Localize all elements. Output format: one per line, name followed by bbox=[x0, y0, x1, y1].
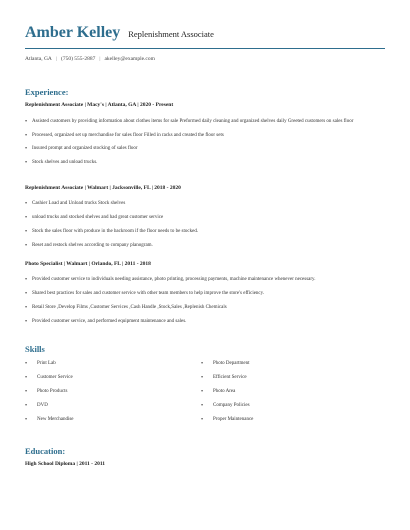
candidate-title: Replenishment Associate bbox=[128, 29, 214, 39]
job-bullet: • Provided customer service, and performed equipment maintenance and sales. bbox=[25, 319, 380, 326]
skill-item: • Print Lab bbox=[25, 361, 195, 375]
job-bullet: • Stock shelves and unload trucks. bbox=[25, 160, 380, 167]
skill-item: • DVD bbox=[25, 403, 195, 417]
job-bullet: • Provided customer service to individuals needing assistance, photo printing, processing payments, machine maintenance whenever necessary. bbox=[25, 277, 380, 284]
skill-item: • Photo Area bbox=[201, 389, 371, 403]
skill-item: • Company Policies bbox=[201, 403, 371, 417]
skill-item: • Photo Department bbox=[201, 361, 371, 375]
contact-separator: | bbox=[55, 56, 57, 62]
job-bullets bbox=[25, 119, 380, 166]
job-title: Replenishment Associate | Macy's | Atlanta, GA | 2020 - Present bbox=[25, 102, 174, 108]
education-degree: High School Diploma | 2011 - 2011 bbox=[25, 461, 106, 467]
education-heading: Education: bbox=[25, 446, 66, 456]
skill-item: • New Merchandise bbox=[25, 417, 195, 431]
skill-item: • Efficient Service bbox=[201, 375, 371, 389]
job-bullet: • Processed, organized set up merchandise for sales floor Filled in racks and created the floor sets bbox=[25, 133, 380, 140]
job-bullets bbox=[25, 201, 380, 250]
skills-heading: Skills bbox=[25, 344, 45, 354]
job-bullet: • Reset and restock shelves according to company planogram. bbox=[25, 243, 380, 250]
job-bullet: • Cashier Load and Unload trucks Stock shelves bbox=[25, 201, 380, 208]
skills-column-right bbox=[201, 361, 371, 431]
job-title: Photo Specialist | Walmart | Orlando, FL | 2011 - 2018 bbox=[25, 261, 151, 267]
skill-item: • Proper Maintenance bbox=[201, 417, 371, 431]
job-bullet: • Retail Store ,Develop Films ,Customer Services ,Cash Handle ,Stock,Sales ,Replenish Chemicals bbox=[25, 305, 380, 312]
job-bullet: • Stock the sales floor with produce in the backroom if the floor needs to be stocked. bbox=[25, 229, 380, 236]
contact-line bbox=[25, 56, 155, 62]
header-divider bbox=[25, 48, 385, 49]
job-bullet: • Shared best practices for sales and customer service with other team members to help improve the store's efficiency. bbox=[25, 291, 380, 298]
contact-phone: (750) 555-2887 bbox=[61, 56, 96, 62]
contact-separator: | bbox=[99, 56, 101, 62]
skill-item: • Photo Products bbox=[25, 389, 195, 403]
candidate-name: Amber Kelley bbox=[25, 24, 121, 41]
resume-header bbox=[25, 24, 385, 42]
job-bullets bbox=[25, 277, 380, 326]
skills-column-left bbox=[25, 361, 195, 431]
contact-email[interactable]: akelley@example.com bbox=[104, 56, 155, 62]
contact-location: Atlanta, GA bbox=[25, 56, 52, 62]
skill-item: • Customer Service bbox=[25, 375, 195, 389]
job-bullet: • unload trucks and stocked shelves and had great customer service bbox=[25, 215, 380, 222]
job-title: Replenishment Associate | Walmart | Jacksonville, FL | 2018 - 2020 bbox=[25, 185, 181, 191]
job-bullet: • Assisted customers by providing information about clothes items for sale Preformed daily cleaning and organized shelves daily Greeted customers on sales floor bbox=[25, 119, 380, 126]
experience-heading: Experience: bbox=[25, 87, 69, 97]
job-bullet: • Insured prompt and organized stocking of sales floor bbox=[25, 146, 380, 153]
